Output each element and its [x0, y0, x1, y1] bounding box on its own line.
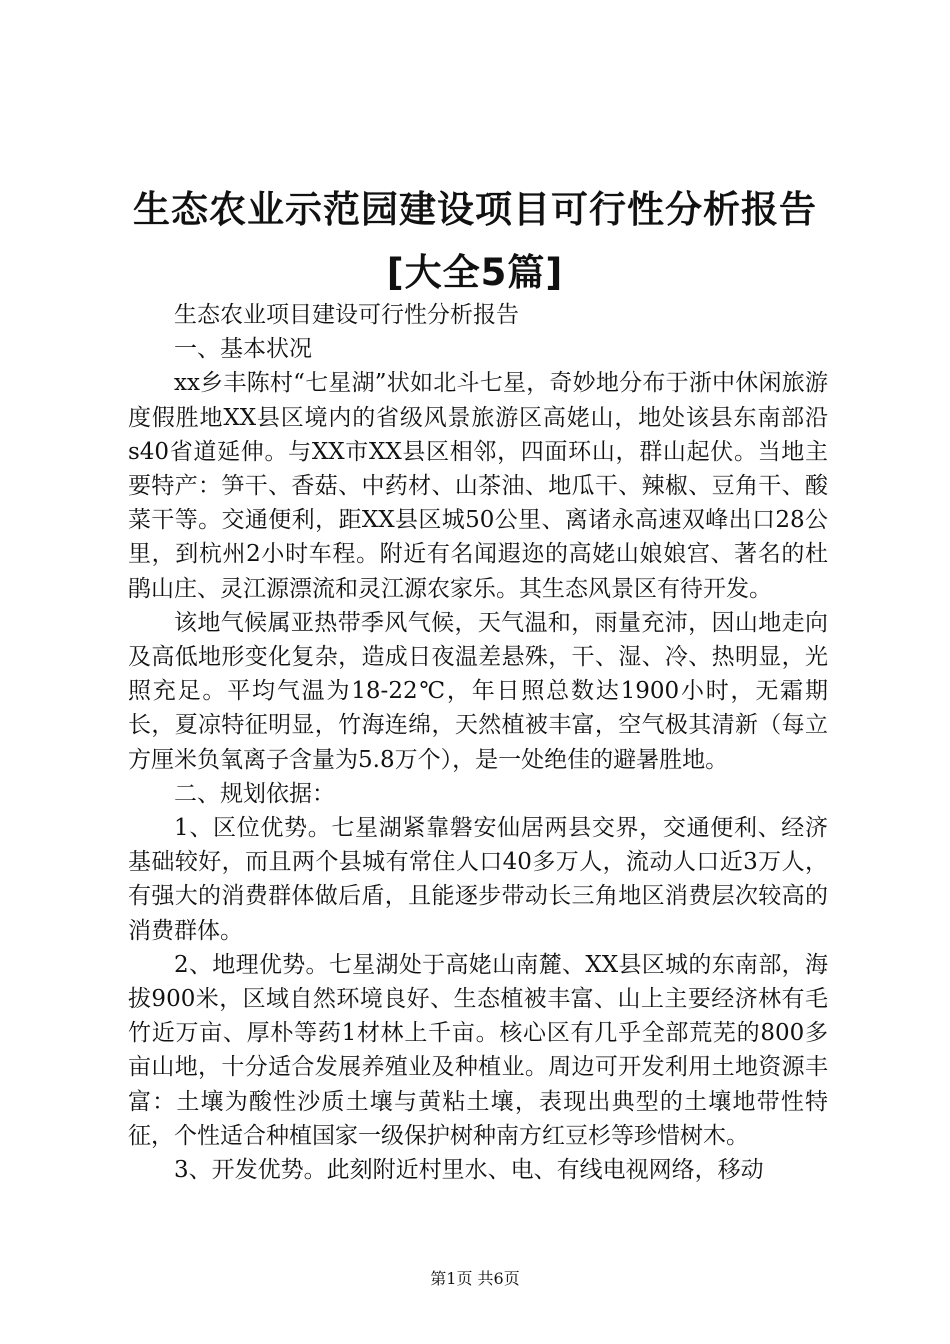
paragraph-subtitle: 生态农业项目建设可行性分析报告	[174, 302, 519, 328]
paragraph-geographic-advantage: 2、地理优势。七星湖处于高姥山南麓、XX县区城的东南部，海拔900米，区域自然环境良好、生态植被丰富、山上主要经济林有毛竹近万亩、厚朴等药1材林上千亩。核心区有几乎全部荒芜的800多亩山地，十分适合发展养殖业及种植业。周边可开发利用土地资源丰富：土壤为酸性沙质土壤与黄粘土壤，表现出典型的土壤地带性特征，个性适合种植国家一级保护树种南方红豆杉等珍惜树木。	[128, 951, 828, 1149]
paragraph-climate: 该地气候属亚热带季风气候，天气温和，雨量充沛，因山地走向及高低地形变化复杂，造成日夜温差悬殊，干、湿、冷、热明显，光照充足。平均气温为18-22℃，年日照总数达1900小时，无霜期长，夏凉特征明显，竹海连绵，天然植被丰富，空气极其清新（每立方厘米负氧离子含量为5.8万个），是一处绝佳的避暑胜地。	[128, 609, 828, 773]
document-body	[128, 298, 828, 1187]
paragraph-location: xx乡丰陈村“七星湖”状如北斗七星，奇妙地分布于浙中休闲旅游度假胜地XX县区境内的省级风景旅游区高姥山，地处该县东南部沿s40省道延伸。与XX市XX县区相邻，四面环山，群山起伏。当地主要特产：笋干、香菇、中药材、山茶油、地瓜干、辣椒、豆角干、酸菜干等。交通便利，距XX县区城50公里、离诸永高速双峰出口28公里，到杭州2小时车程。附近有名闻遐迩的高姥山娘娘宫、著名的杜鹃山庄、灵江源漂流和灵江源农家乐。其生态风景区有待开发。	[128, 370, 828, 602]
document-title: 生态农业示范园建设项目可行性分析报告[大全5篇]	[133, 188, 817, 294]
paragraph-heading-basic: 一、基本状况	[174, 336, 312, 363]
paragraph-heading-basis: 二、规划依据：	[174, 780, 335, 807]
paragraph-location-advantage: 1、区位优势。七星湖紧靠磐安仙居两县交界，交通便利、经济基础较好，而且两个县城有常住人口40多万人，流动人口近3万人，有强大的消费群体做后盾，且能逐步带动长三角地区消费层次较高的消费群体。	[128, 815, 828, 944]
paragraph-development-advantage: 3、开发优势。此刻附近村里水、电、有线电视网络，移动	[174, 1157, 764, 1184]
page-footer: 第1页 共6页	[430, 1269, 520, 1288]
